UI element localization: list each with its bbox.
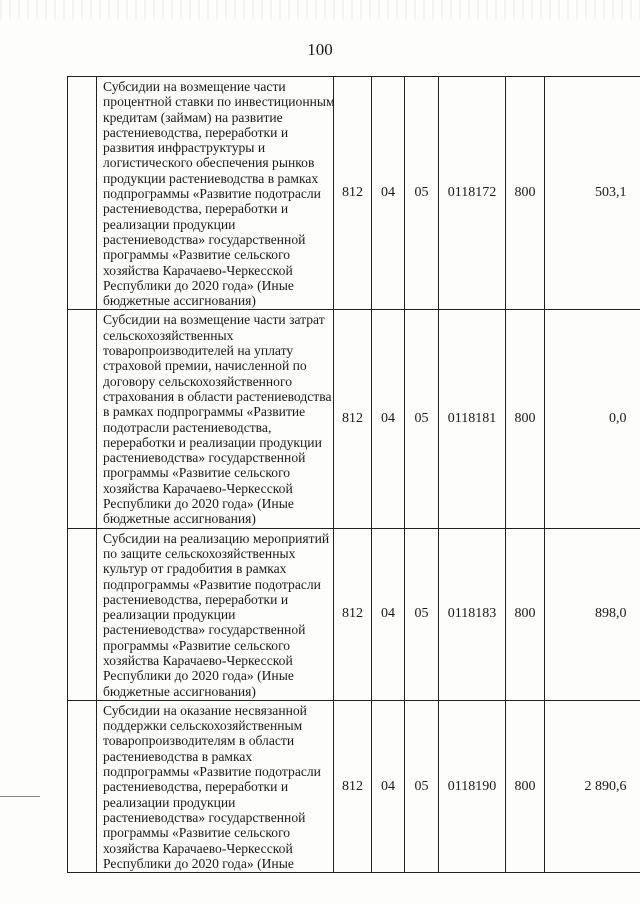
- description-line: подпрограммы «Развитие подотрасли: [103, 186, 321, 202]
- description-line: подотрасли растениеводства,: [103, 419, 272, 435]
- description-line: хозяйства Карачаево-Черкесской: [103, 480, 293, 496]
- row-number-cell: [68, 528, 97, 700]
- table-row: [68, 528, 640, 700]
- description-line: логистического обеспечения рынков: [103, 155, 315, 171]
- ministry-code: 812: [334, 310, 372, 528]
- description-line: Республики до 2020 года» (Иные: [103, 668, 294, 684]
- section-code: 04: [372, 310, 405, 528]
- description-line: программы «Развитие сельского: [103, 247, 291, 263]
- amount-value: 2 890,6: [545, 700, 640, 872]
- description-line: товаропроизводителей на уплату: [103, 343, 294, 359]
- description-line: развития инфраструктуры и: [103, 140, 266, 156]
- description-line: процентной ставки по инвестиционным: [103, 94, 335, 110]
- description-line: товаропроизводителям в области: [103, 733, 295, 749]
- margin-scan-mark: [0, 796, 40, 797]
- description-line: бюджетные ассигнования): [103, 293, 256, 309]
- description-line: Субсидии на возмещение части: [103, 79, 286, 94]
- description-line: Республики до 2020 года» (Иные: [103, 496, 294, 512]
- description-line: хозяйства Карачаево-Черкесской: [103, 652, 293, 668]
- row-number-cell: [68, 77, 97, 310]
- description-line: в рамках подпрограммы «Развитие: [103, 404, 306, 420]
- subsection-code: 05: [405, 700, 439, 872]
- section-code: 04: [372, 77, 405, 310]
- description-line: страховой премии, начисленной по: [103, 358, 307, 374]
- description-line: хозяйства Карачаево-Черкесской: [103, 262, 293, 278]
- expense-type-code: 800: [506, 310, 545, 528]
- description-line: подпрограммы «Развитие подотрасли: [103, 576, 321, 592]
- row-number-cell: [68, 310, 97, 528]
- description-line: реализации продукции: [103, 607, 236, 623]
- description-line: бюджетные ассигнования): [103, 511, 256, 527]
- target-article-code: 0118190: [439, 700, 506, 872]
- target-article-code: 0118181: [439, 310, 506, 528]
- row-number-cell: [68, 700, 97, 872]
- expense-type-code: 800: [506, 77, 545, 310]
- section-code: 04: [372, 528, 405, 700]
- description-line: Субсидии на возмещение части затрат: [103, 312, 325, 328]
- description-line: растениеводства в рамках: [103, 748, 253, 764]
- description-line: Республики до 2020 года» (Иные: [103, 855, 294, 871]
- description-line: договору сельскохозяйственного: [103, 373, 293, 389]
- amount-value: 503,1: [545, 77, 640, 310]
- page-number: 100: [307, 40, 333, 59]
- description-cell: [97, 528, 334, 700]
- expense-type-code: 800: [506, 528, 545, 700]
- description-line: кредитам (займам) на развитие: [103, 109, 283, 125]
- table-row: [68, 77, 640, 310]
- description-line: растениеводства» государственной: [103, 809, 306, 825]
- description-line: хозяйства Карачаево-Черкесской: [103, 840, 293, 856]
- description-line: страхования в области растениеводства: [103, 388, 332, 404]
- description-line: культур от градобития в рамках: [103, 561, 287, 577]
- description-line: поддержки сельскохозяйственным: [103, 718, 303, 734]
- description-line: растениеводства, переработки и: [103, 201, 289, 217]
- description-line: программы «Развитие сельского: [103, 465, 291, 481]
- description-line: переработки и реализации продукции: [103, 434, 322, 450]
- section-code: 04: [372, 700, 405, 872]
- description-cell: [97, 77, 334, 310]
- description-line: программы «Развитие сельского: [103, 637, 291, 653]
- table-row: [68, 310, 640, 528]
- description-line: по защите сельскохозяйственных: [103, 545, 296, 561]
- description-line: программы «Развитие сельского: [103, 825, 291, 841]
- description-line: сельскохозяйственных: [103, 327, 234, 343]
- description-line: подпрограммы «Развитие подотрасли: [103, 764, 321, 780]
- description-cell: [97, 310, 334, 528]
- ministry-code: 812: [334, 528, 372, 700]
- description-line: реализации продукции: [103, 794, 236, 810]
- subsection-code: 05: [405, 310, 439, 528]
- description-line: растениеводства, переработки и: [103, 779, 289, 795]
- description-line: бюджетные ассигнования): [103, 683, 256, 699]
- description-cell: [97, 700, 334, 872]
- budget-table: [67, 76, 640, 873]
- amount-value: 898,0: [545, 528, 640, 700]
- description-line: растениеводства» государственной: [103, 622, 306, 638]
- description-line: Субсидии на реализацию мероприятий: [103, 530, 330, 546]
- description-line: растениеводства» государственной: [103, 450, 306, 466]
- scan-edge-noise: [0, 0, 640, 20]
- table-row: [68, 700, 640, 872]
- subsection-code: 05: [405, 528, 439, 700]
- target-article-code: 0118183: [439, 528, 506, 700]
- description-line: продукции растениеводства в рамках: [103, 170, 319, 186]
- description-line: растениеводства, переработки и: [103, 124, 289, 140]
- amount-value: 0,0: [545, 310, 640, 528]
- subsection-code: 05: [405, 77, 439, 310]
- description-line: Субсидии на оказание несвязанной: [103, 702, 307, 718]
- description-line: Республики до 2020 года» (Иные: [103, 277, 294, 293]
- description-line: растениеводства» государственной: [103, 231, 306, 247]
- ministry-code: 812: [334, 77, 372, 310]
- description-line: растениеводства, переработки и: [103, 591, 289, 607]
- target-article-code: 0118172: [439, 77, 506, 310]
- description-line: реализации продукции: [103, 216, 236, 232]
- ministry-code: 812: [334, 700, 372, 872]
- expense-type-code: 800: [506, 700, 545, 872]
